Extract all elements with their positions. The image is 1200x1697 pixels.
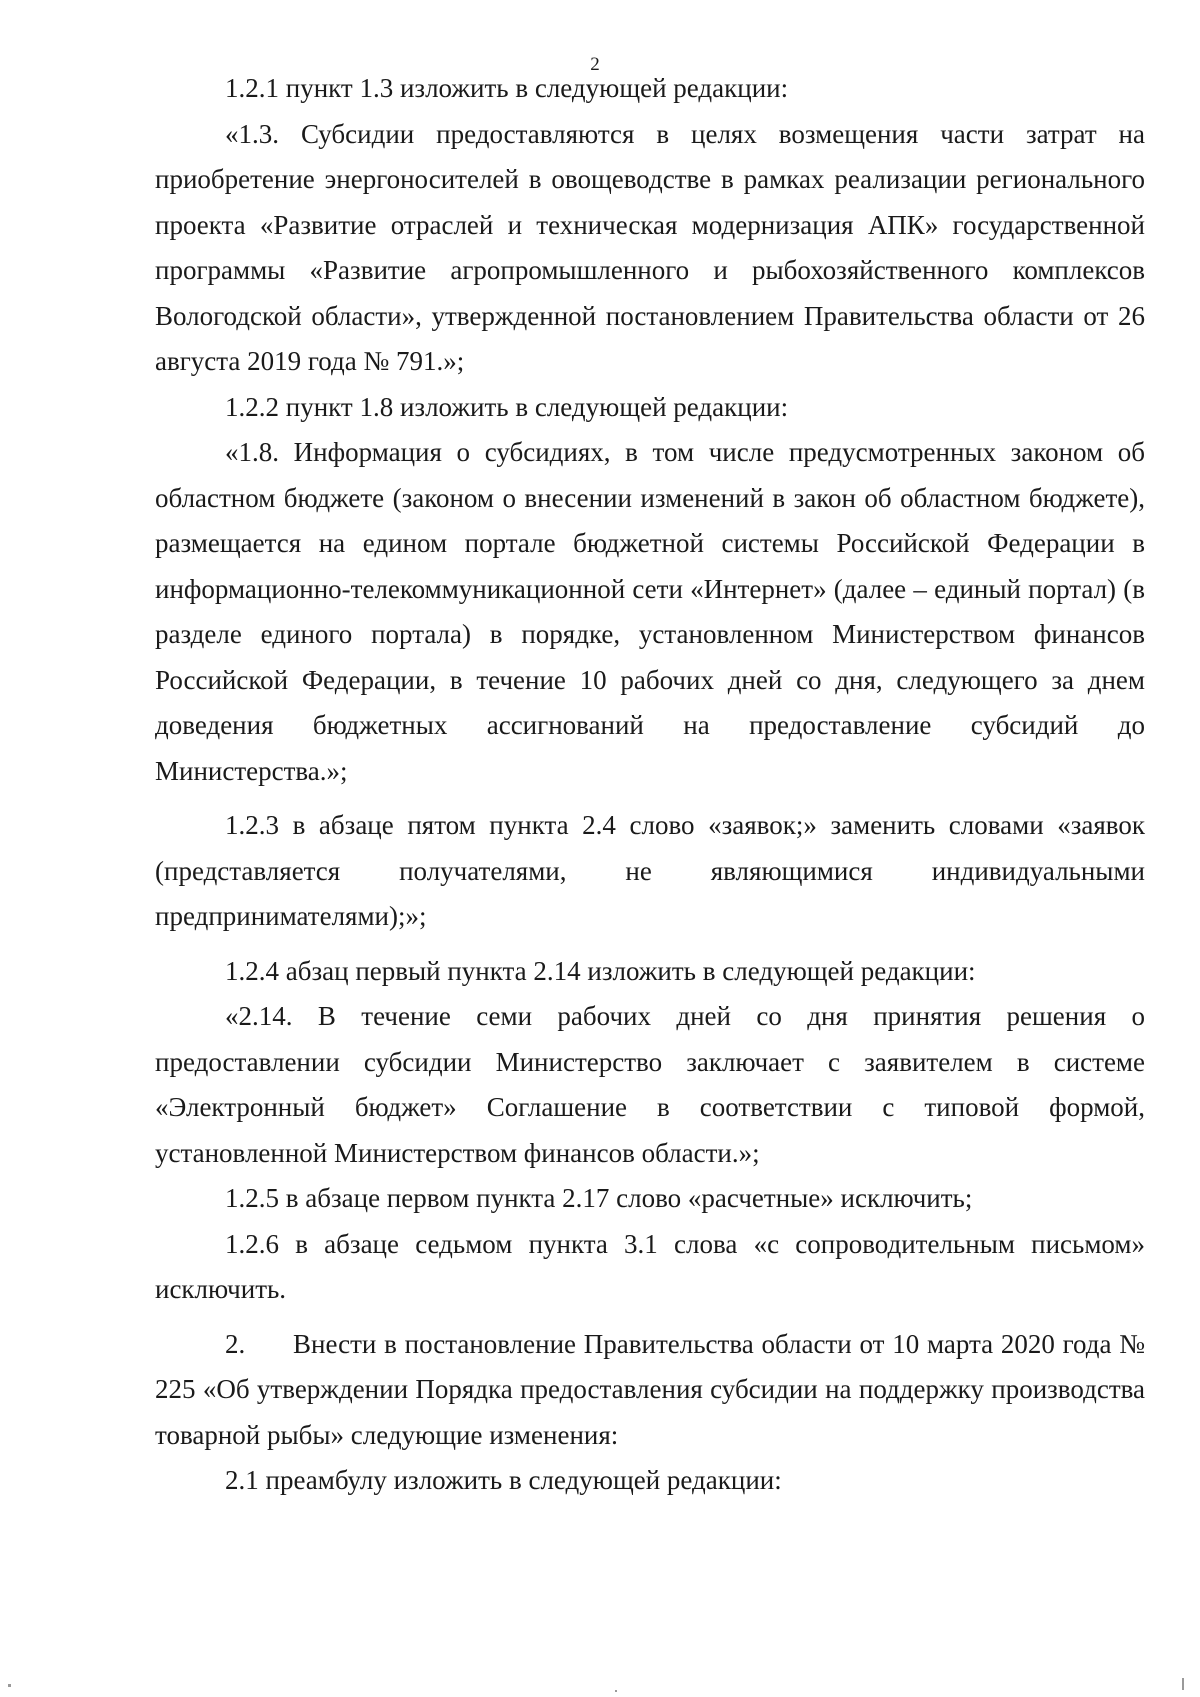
paragraph-1-2-4: 1.2.4 абзац первый пункта 2.14 изложить в следующей редакции:: [225, 955, 976, 986]
paragraph-2-1: 2.1 преамбулу изложить в следующей редакции:: [225, 1465, 782, 1495]
scan-dot-center: [615, 1690, 617, 1692]
page-number: 2: [590, 54, 600, 75]
paragraph-point-1-8-text: «1.8. Информация о субсидиях, в том числе предусмотренных законом об областном бюджете (законом о внесении изменений в закон об областном бюджете), размещается на едином портале бюджетной системы Российской Федерации в информационно-телекоммуникационной сети «Интернет» (далее – единый портал) (в разделе единого портала) в порядке, установленном Министерством финансов Российской Федерации, в течение 10 рабочих дней со дня, следующего за днем доведения бюджетных ассигнований на предоставление субсидий до Министерства.»;: [155, 437, 1145, 786]
paragraph-1-2-2: 1.2.2 пункт 1.8 изложить в следующей редакции:: [225, 391, 789, 422]
paragraph-1-2-6: 1.2.6 в абзаце седьмом пункта 3.1 слова «с сопроводительным письмом» исключить.: [155, 1228, 1145, 1304]
paragraph-point-1-3-text: «1.3. Субсидии предоставляются в целях возмещения части затрат на приобретение энергоносителей в овощеводстве в рамках реализации регионального проекта «Развитие отраслей и техническая модернизация АПК» государственной программы «Развитие агропромышленного и рыбохозяйственного комплексов Вологодской области», утвержденной постановлением Правительства области от 26 августа 2019 года № 791.»;: [155, 118, 1145, 376]
paragraph-point-2-14-text: «2.14. В течение семи рабочих дней со дня принятия решения о предоставлении субсидии Министерство заключает с заявителем в системе «Электронный бюджет» Соглашение в соответствии с типовой формой, установленной Министерством финансов области.»;: [155, 1001, 1145, 1168]
paragraph-1-2-3: 1.2.3 в абзаце пятом пункта 2.4 слово «заявок;» заменить словами «заявок (представляется получателями, не являющимися индивидуальными предпринимателями);»;: [155, 810, 1145, 931]
paragraph-item-2: [155, 1322, 1145, 1459]
scan-tick-right: [1182, 1678, 1184, 1690]
paragraph-item-2-text: Внести в постановление Правительства области от 10 марта 2020 года № 225 «Об утверждении Порядка предоставления субсидии на поддержку производства товарной рыбы» следующие изменения:: [155, 1328, 1145, 1450]
document-body: [155, 66, 1145, 1504]
scan-dot-left: [8, 1684, 11, 1687]
list-number: 2.: [225, 1328, 246, 1359]
paragraph-1-2-1: 1.2.1 пункт 1.3 изложить в следующей редакции:: [225, 73, 789, 103]
paragraph-1-2-5: 1.2.5 в абзаце первом пункта 2.17 слово «расчетные» исключить;: [225, 1183, 973, 1213]
